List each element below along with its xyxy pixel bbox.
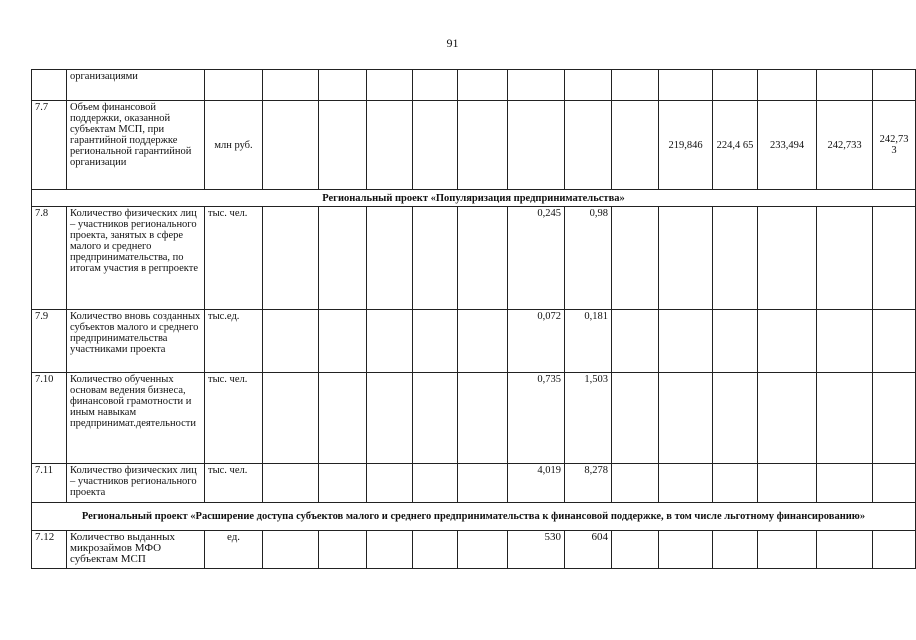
value-cell: 0,072 bbox=[508, 310, 565, 373]
row-number bbox=[32, 70, 67, 101]
value-cell: 8,278 bbox=[565, 464, 612, 503]
value-cell: 604 bbox=[565, 531, 612, 569]
table-row bbox=[32, 70, 916, 101]
row-number: 7.11 bbox=[32, 464, 67, 503]
section-row bbox=[32, 503, 916, 531]
value-cell: 0,245 bbox=[508, 207, 565, 310]
row-number: 7.10 bbox=[32, 373, 67, 464]
value-cell: 530 bbox=[508, 531, 565, 569]
unit-cell: тыс. чел. bbox=[205, 207, 263, 310]
indicator-name: Объем финансовой поддержки, оказанной субъектам МСП, при гарантийной поддержке региональной гарантийной организации bbox=[67, 101, 205, 190]
unit-cell: млн руб. bbox=[205, 101, 263, 190]
row-number: 7.9 bbox=[32, 310, 67, 373]
row-number: 7.12 bbox=[32, 531, 67, 569]
value-cell: 233,494 bbox=[758, 101, 817, 190]
indicator-name: Количество выданных микрозаймов МФО субъектам МСП bbox=[67, 531, 205, 569]
row-number: 7.7 bbox=[32, 101, 67, 190]
value-cell: 224,4 65 bbox=[713, 101, 758, 190]
table-row bbox=[32, 207, 916, 310]
section-title: Региональный проект «Расширение доступа субъектов малого и среднего предпринимательства к финансовой поддержке, в том числе льготному финансированию» bbox=[32, 503, 916, 531]
indicator-name: Количество вновь созданных субъектов малого и среднего предпринимательства участниками проекта bbox=[67, 310, 205, 373]
section-title: Региональный проект «Популяризация предпринимательства» bbox=[32, 190, 916, 207]
unit-cell: тыс.ед. bbox=[205, 310, 263, 373]
value-cell: 242,73 3 bbox=[873, 101, 916, 190]
value-cell: 1,503 bbox=[565, 373, 612, 464]
indicator-name: организациями bbox=[67, 70, 205, 101]
indicator-name: Количество физических лиц – участников регионального проекта, занятых в сфере малого и среднего предпринимательства, по итогам участия в регпроекте bbox=[67, 207, 205, 310]
value-cell: 4,019 bbox=[508, 464, 565, 503]
unit-cell: тыс. чел. bbox=[205, 373, 263, 464]
indicator-table bbox=[31, 69, 916, 569]
table-row bbox=[32, 464, 916, 503]
value-cell: 219,846 bbox=[659, 101, 713, 190]
table-row bbox=[32, 310, 916, 373]
table-row bbox=[32, 531, 916, 569]
table-row bbox=[32, 373, 916, 464]
value-cell: 242,733 bbox=[817, 101, 873, 190]
unit-cell: тыс. чел. bbox=[205, 464, 263, 503]
indicator-name: Количество обученных основам ведения бизнеса, финансовой грамотности и иным навыкам предпринимат.деятельности bbox=[67, 373, 205, 464]
unit-cell: ед. bbox=[205, 531, 263, 569]
value-cell: 0,98 bbox=[565, 207, 612, 310]
indicator-name: Количество физических лиц – участников регионального проекта bbox=[67, 464, 205, 503]
table-row bbox=[32, 101, 916, 190]
value-cell: 0,735 bbox=[508, 373, 565, 464]
page-number: 91 bbox=[446, 36, 459, 50]
row-number: 7.8 bbox=[32, 207, 67, 310]
section-row bbox=[32, 190, 916, 207]
value-cell: 0,181 bbox=[565, 310, 612, 373]
